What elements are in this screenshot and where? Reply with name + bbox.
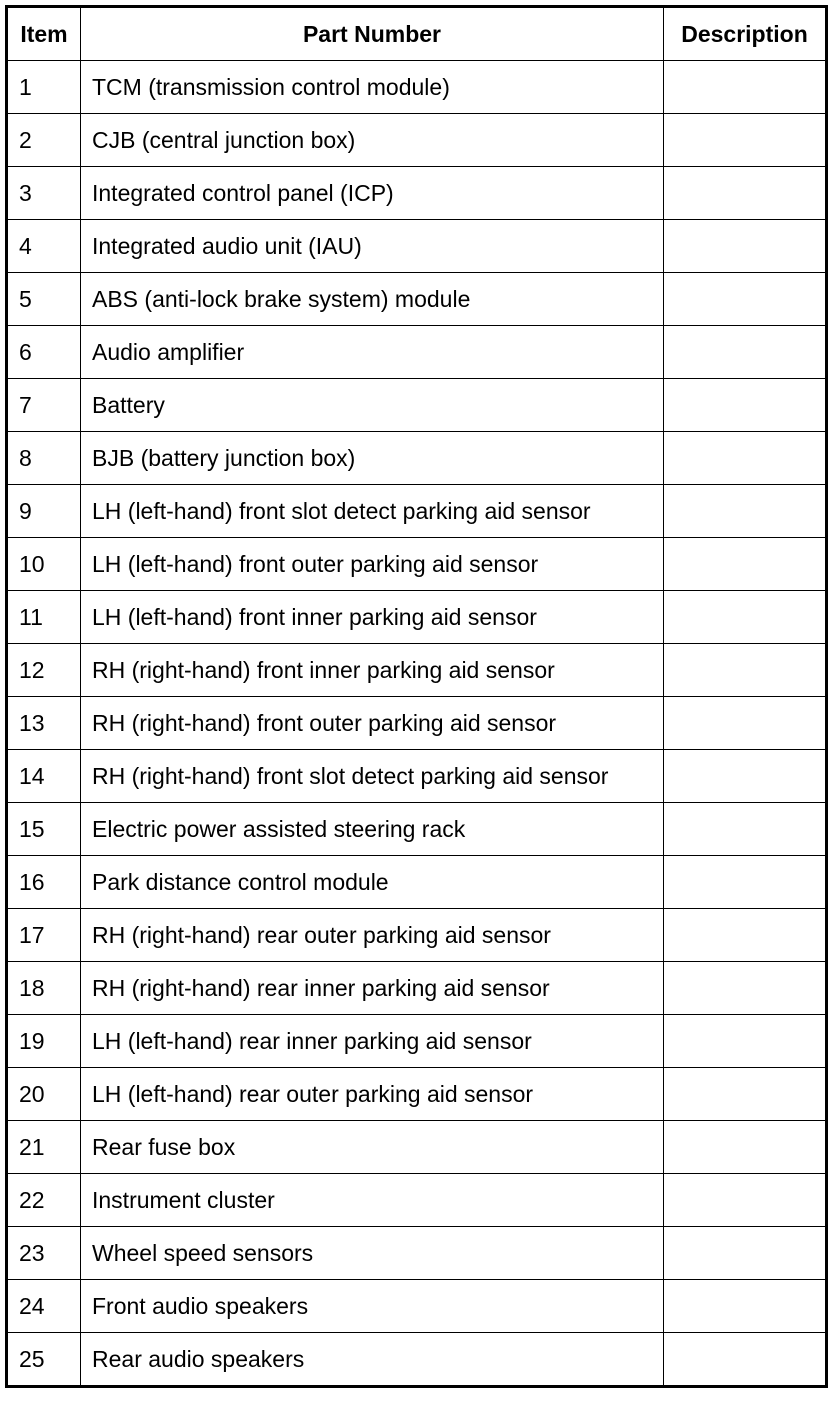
item-number-cell: 5 <box>7 273 81 326</box>
description-cell <box>664 803 827 856</box>
description-cell <box>664 591 827 644</box>
description-cell <box>664 538 827 591</box>
description-cell <box>664 167 827 220</box>
part-name-cell: LH (left-hand) front outer parking aid sensor <box>81 538 664 591</box>
part-name-cell: RH (right-hand) front outer parking aid sensor <box>81 697 664 750</box>
item-number-cell: 8 <box>7 432 81 485</box>
part-name-cell: Instrument cluster <box>81 1174 664 1227</box>
description-cell <box>664 485 827 538</box>
item-number-cell: 25 <box>7 1333 81 1387</box>
item-number-cell: 24 <box>7 1280 81 1333</box>
part-name-cell: Front audio speakers <box>81 1280 664 1333</box>
table-row <box>7 1280 827 1333</box>
item-number-cell: 21 <box>7 1121 81 1174</box>
part-name-cell: LH (left-hand) front inner parking aid sensor <box>81 591 664 644</box>
description-cell <box>664 273 827 326</box>
description-cell <box>664 1121 827 1174</box>
part-name-cell: Park distance control module <box>81 856 664 909</box>
table-row <box>7 909 827 962</box>
description-cell <box>664 379 827 432</box>
item-number-cell: 12 <box>7 644 81 697</box>
table-row <box>7 1015 827 1068</box>
part-name-cell: LH (left-hand) front slot detect parking aid sensor <box>81 485 664 538</box>
table-row <box>7 1121 827 1174</box>
table-row <box>7 697 827 750</box>
header-description: Description <box>664 7 827 61</box>
table-row <box>7 485 827 538</box>
item-number-cell: 6 <box>7 326 81 379</box>
table-row <box>7 1174 827 1227</box>
description-cell <box>664 1015 827 1068</box>
parts-table-sheet <box>5 5 828 1388</box>
table-body <box>7 61 827 1387</box>
description-cell <box>664 856 827 909</box>
part-name-cell: RH (right-hand) front inner parking aid sensor <box>81 644 664 697</box>
part-name-cell: ABS (anti-lock brake system) module <box>81 273 664 326</box>
item-number-cell: 13 <box>7 697 81 750</box>
table-header <box>7 7 827 61</box>
item-number-cell: 18 <box>7 962 81 1015</box>
description-cell <box>664 1280 827 1333</box>
table-row <box>7 273 827 326</box>
item-number-cell: 4 <box>7 220 81 273</box>
description-cell <box>664 326 827 379</box>
table-row <box>7 1068 827 1121</box>
table-row <box>7 591 827 644</box>
description-cell <box>664 962 827 1015</box>
part-name-cell: Electric power assisted steering rack <box>81 803 664 856</box>
part-name-cell: Battery <box>81 379 664 432</box>
table-row <box>7 220 827 273</box>
part-name-cell: Rear fuse box <box>81 1121 664 1174</box>
part-name-cell: RH (right-hand) front slot detect parking aid sensor <box>81 750 664 803</box>
part-name-cell: TCM (transmission control module) <box>81 61 664 114</box>
description-cell <box>664 1227 827 1280</box>
item-number-cell: 10 <box>7 538 81 591</box>
header-item: Item <box>7 7 81 61</box>
part-name-cell: Integrated audio unit (IAU) <box>81 220 664 273</box>
table-row <box>7 432 827 485</box>
header-row <box>7 7 827 61</box>
part-name-cell: LH (left-hand) rear inner parking aid sensor <box>81 1015 664 1068</box>
table-row <box>7 644 827 697</box>
item-number-cell: 3 <box>7 167 81 220</box>
part-name-cell: CJB (central junction box) <box>81 114 664 167</box>
table-row <box>7 856 827 909</box>
table-row <box>7 326 827 379</box>
description-cell <box>664 1068 827 1121</box>
item-number-cell: 19 <box>7 1015 81 1068</box>
part-name-cell: BJB (battery junction box) <box>81 432 664 485</box>
item-number-cell: 23 <box>7 1227 81 1280</box>
table-row <box>7 803 827 856</box>
item-number-cell: 9 <box>7 485 81 538</box>
table-row <box>7 61 827 114</box>
description-cell <box>664 61 827 114</box>
part-name-cell: RH (right-hand) rear outer parking aid sensor <box>81 909 664 962</box>
part-name-cell: Wheel speed sensors <box>81 1227 664 1280</box>
item-number-cell: 2 <box>7 114 81 167</box>
description-cell <box>664 432 827 485</box>
item-number-cell: 16 <box>7 856 81 909</box>
item-number-cell: 11 <box>7 591 81 644</box>
description-cell <box>664 697 827 750</box>
description-cell <box>664 909 827 962</box>
part-name-cell: Integrated control panel (ICP) <box>81 167 664 220</box>
table-row <box>7 1333 827 1387</box>
table-row <box>7 114 827 167</box>
parts-table <box>5 5 828 1388</box>
part-name-cell: Audio amplifier <box>81 326 664 379</box>
item-number-cell: 1 <box>7 61 81 114</box>
table-row <box>7 962 827 1015</box>
item-number-cell: 15 <box>7 803 81 856</box>
table-row <box>7 167 827 220</box>
description-cell <box>664 1333 827 1387</box>
description-cell <box>664 644 827 697</box>
item-number-cell: 20 <box>7 1068 81 1121</box>
description-cell <box>664 220 827 273</box>
table-row <box>7 538 827 591</box>
header-part-number: Part Number <box>81 7 664 61</box>
table-row <box>7 379 827 432</box>
item-number-cell: 22 <box>7 1174 81 1227</box>
part-name-cell: LH (left-hand) rear outer parking aid sensor <box>81 1068 664 1121</box>
item-number-cell: 14 <box>7 750 81 803</box>
description-cell <box>664 750 827 803</box>
item-number-cell: 17 <box>7 909 81 962</box>
table-row <box>7 1227 827 1280</box>
table-row <box>7 750 827 803</box>
description-cell <box>664 1174 827 1227</box>
item-number-cell: 7 <box>7 379 81 432</box>
part-name-cell: Rear audio speakers <box>81 1333 664 1387</box>
description-cell <box>664 114 827 167</box>
part-name-cell: RH (right-hand) rear inner parking aid sensor <box>81 962 664 1015</box>
